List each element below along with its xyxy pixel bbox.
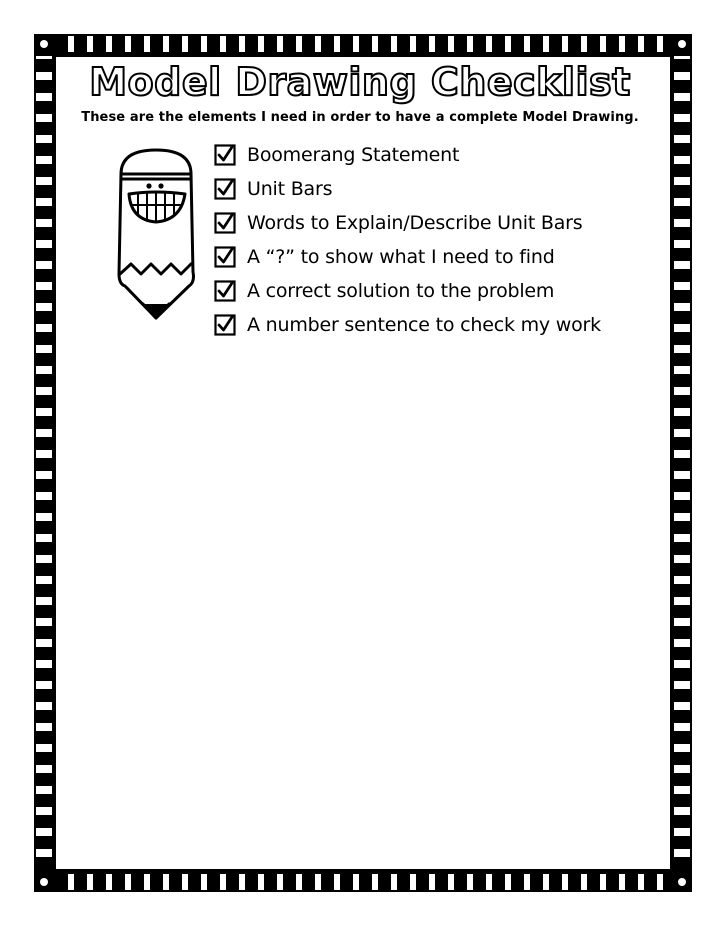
checklist-item [214, 274, 601, 308]
checked-box-icon [214, 280, 236, 302]
checklist-item-label: Boomerang Statement [247, 144, 460, 166]
checklist-item-label: A “?” to show what I need to find [247, 246, 555, 268]
border-bottom-stripes [55, 874, 671, 890]
corner-dot-top-right [678, 40, 686, 48]
smiling-pencil-icon [111, 146, 201, 322]
corner-dot-bottom-right [678, 878, 686, 886]
checklist-item-label: A correct solution to the problem [247, 280, 555, 302]
border-right-stripes [674, 56, 690, 870]
checklist-item-label: Unit Bars [247, 178, 333, 200]
border-top-stripes [55, 36, 671, 52]
checked-box-icon [214, 314, 236, 336]
checked-box-icon [214, 144, 236, 166]
checklist-item [214, 308, 601, 342]
page-subtitle: These are the elements I need in order to have a complete Model Drawing. [81, 110, 639, 125]
page-title: Model Drawing Checklist [89, 60, 631, 104]
checked-box-icon [214, 246, 236, 268]
checked-box-icon [214, 178, 236, 200]
checklist [214, 138, 601, 342]
corner-dot-top-left [40, 40, 48, 48]
checklist-item [214, 240, 601, 274]
checklist-item-label: Words to Explain/Describe Unit Bars [247, 212, 583, 234]
corner-dot-bottom-left [40, 878, 48, 886]
checklist-item [214, 138, 601, 172]
border-left-stripes [36, 56, 52, 870]
checklist-item-label: A number sentence to check my work [247, 314, 601, 336]
checked-box-icon [214, 212, 236, 234]
checklist-item [214, 172, 601, 206]
checklist-item [214, 206, 601, 240]
